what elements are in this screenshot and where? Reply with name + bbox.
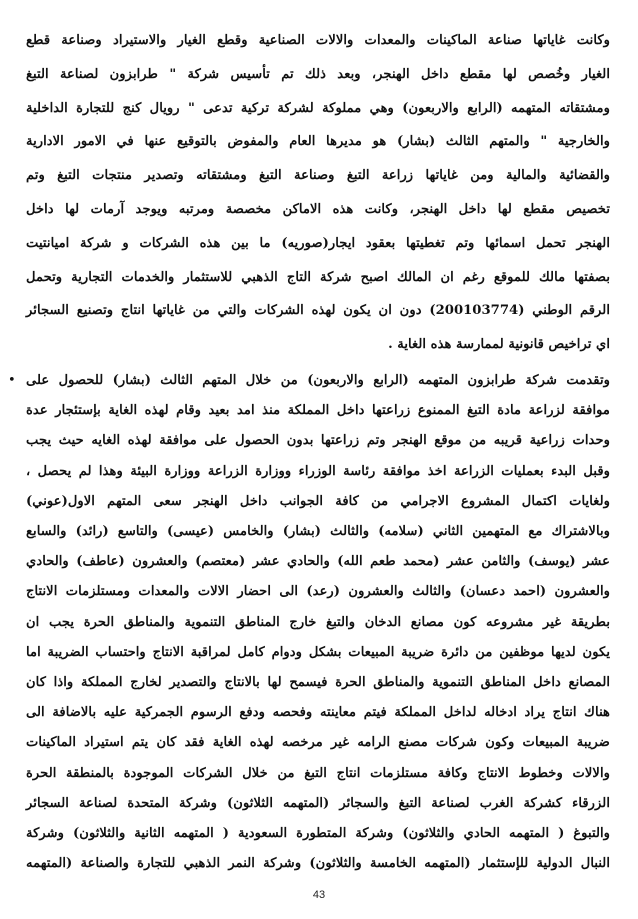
paragraph-2-line-3: وحدات زراعية قريبه من موقع الهنجر وتم زراعتها بدون الحصول على موافقة لهذه الغايه حيث يجب xyxy=(26,433,610,448)
paragraph-1-line-7: الهنجر تحمل اسمائها وتم تغطيتها بعقود ايجار(صوريه) ما بين هذه الشركات و شركة اميانتيت xyxy=(26,236,610,251)
paragraph-2-line-17: النبال الدولية للإستثمار (المتهمه الخامسة والثلاثون) وشركة النمر الذهبي للتجارة والصناعة (المتهمه xyxy=(26,856,610,871)
paragraph-2-line-12: هناك انتاج يراد ادخاله لداخل المملكة فيتم معاينته وفحصه ودفع الرسوم الجمركية عليه بالاضافة الى xyxy=(26,705,610,720)
paragraph-1-line-10: اي تراخيص قانونية لممارسة هذه الغاية . xyxy=(388,337,610,352)
paragraph-1-line-4: والخارجية " والمتهم الثالث (بشار) هو مديرها العام والمفوض بالتوقيع عنها في الامور الادارية xyxy=(26,134,610,149)
page-number: 43 xyxy=(312,889,326,901)
paragraph-2-line-6: وبالاشتراك مع المتهمين الثاني (سلامه) والثالث (بشار) والخامس (عيسى) والتاسع (رائد) والسابع xyxy=(26,524,610,539)
paragraph-2-line-11: المصانع داخل المناطق التنموية والمناطق الحرة فيسمح لها بالانتاج والتصدير لخارج المملكة واذا كان xyxy=(26,675,610,690)
bullet-icon: • xyxy=(8,373,16,388)
paragraph-1-line-6: تخصيص مقطع لها داخل الهنجر، وكانت هذه الاماكن مخصصة ومرتبه ويوجد آرمات لها داخل xyxy=(26,202,610,217)
paragraph-1-line-9: الرقم الوطني (200103774) دون ان يكون لهذه الشركات والتي من غاياتها انتاج وتصنيع السجائر xyxy=(26,303,610,318)
paragraph-1-line-8: بصفتها مالك للموقع رغم ان المالك اصبح شركة التاج الذهبي للاستثمار والخدمات التجارية وتحمل xyxy=(26,270,610,285)
paragraph-1-line-3: ومشتقاته المتهمه (الرابع والاربعون) وهي مملوكة لشركة تركية تدعى " رويال كنج للتجارة الداخلية xyxy=(26,101,610,116)
paragraph-2-line-1: وتقدمت شركة طرابزون المتهمه (الرابع والاربعون) من خلال المتهم الثالث (بشار) للحصول على xyxy=(26,373,610,388)
paragraph-2-line-7: عشر (يوسف) والثامن عشر (محمد طعم الله) والحادي عشر (معتصم) والعشرون (عاطف) والحادي xyxy=(26,554,610,569)
paragraph-2-line-5: ولغايات اكتمال المشروع الاجرامي من كافة الجوانب داخل الهنجر سعى المتهم الاول(عوني) xyxy=(26,494,610,509)
paragraph-2-line-10: يكون لديها موظفين من دائرة ضريبة المبيعات بشكل ودوام كامل لمراقبة الانتاج واحتساب الضريبة اما xyxy=(26,645,610,660)
paragraph-2-line-16: والتبوغ ( المتهمه الحادي والثلاثون) وشركة المتطورة السعودية ( المتهمه الثانية والثلاثون) وشركة xyxy=(26,826,610,841)
paragraph-1-line-1: وكانت غاياتها صناعة الماكينات والمعدات والالات الصناعية وقطع الغيار والاستيراد وصناعة قطع xyxy=(26,33,610,48)
paragraph-2-line-9: بطريقة غير مشروعه كون مصانع الدخان والتبغ خارج المناطق التنموية والمناطق الحرة يجب ان xyxy=(26,615,610,630)
paragraph-2-line-2: موافقة لزراعة مادة التبغ الممنوع زراعتها داخل المملكة منذ امد بعيد وقام لهذه الغاية بإستئجار عدة xyxy=(26,403,610,418)
paragraph-1-line-2: الغيار وخُصص لها مقطع داخل الهنجر، وبعد ذلك تم تأسيس شركة " طرابزون لصناعة التبغ xyxy=(26,67,610,82)
paragraph-2-line-4: وقبل البدء بعمليات الزراعة اخذ موافقة رئاسة الوزراء ووزارة الزراعة ووزارة البيئة وهذا لم يحصل ، xyxy=(26,464,610,479)
paragraph-2-line-14: والالات وخطوط الانتاج وكافة مستلزمات انتاج التبغ من خلال الشركات الموجودة بالمنطقة الحرة xyxy=(26,766,610,781)
paragraph-2-line-8: والعشرون (احمد دعسان) والثالث والعشرون (رعد) الى احضار الالات والمعدات ومستلزمات الانتاج xyxy=(26,584,610,599)
paragraph-1-line-5: والقضائية والمالية ومن غاياتها زراعة التبغ وصناعة التبغ ومشتقاته وتصدير منتجات التبغ وتم xyxy=(26,168,610,183)
paragraph-2-line-15: الزرقاء كشركة الغرب لصناعة التبغ والسجائر (المتهمه الثلاثون) وشركة المتحدة لصناعة السجائر xyxy=(26,796,610,811)
paragraph-2-line-13: ضريبة المبيعات وكون شركات مصنع الرامه غير مرخصه لهذه الغاية فقد كان يتم استيراد الماكينات xyxy=(26,735,610,750)
